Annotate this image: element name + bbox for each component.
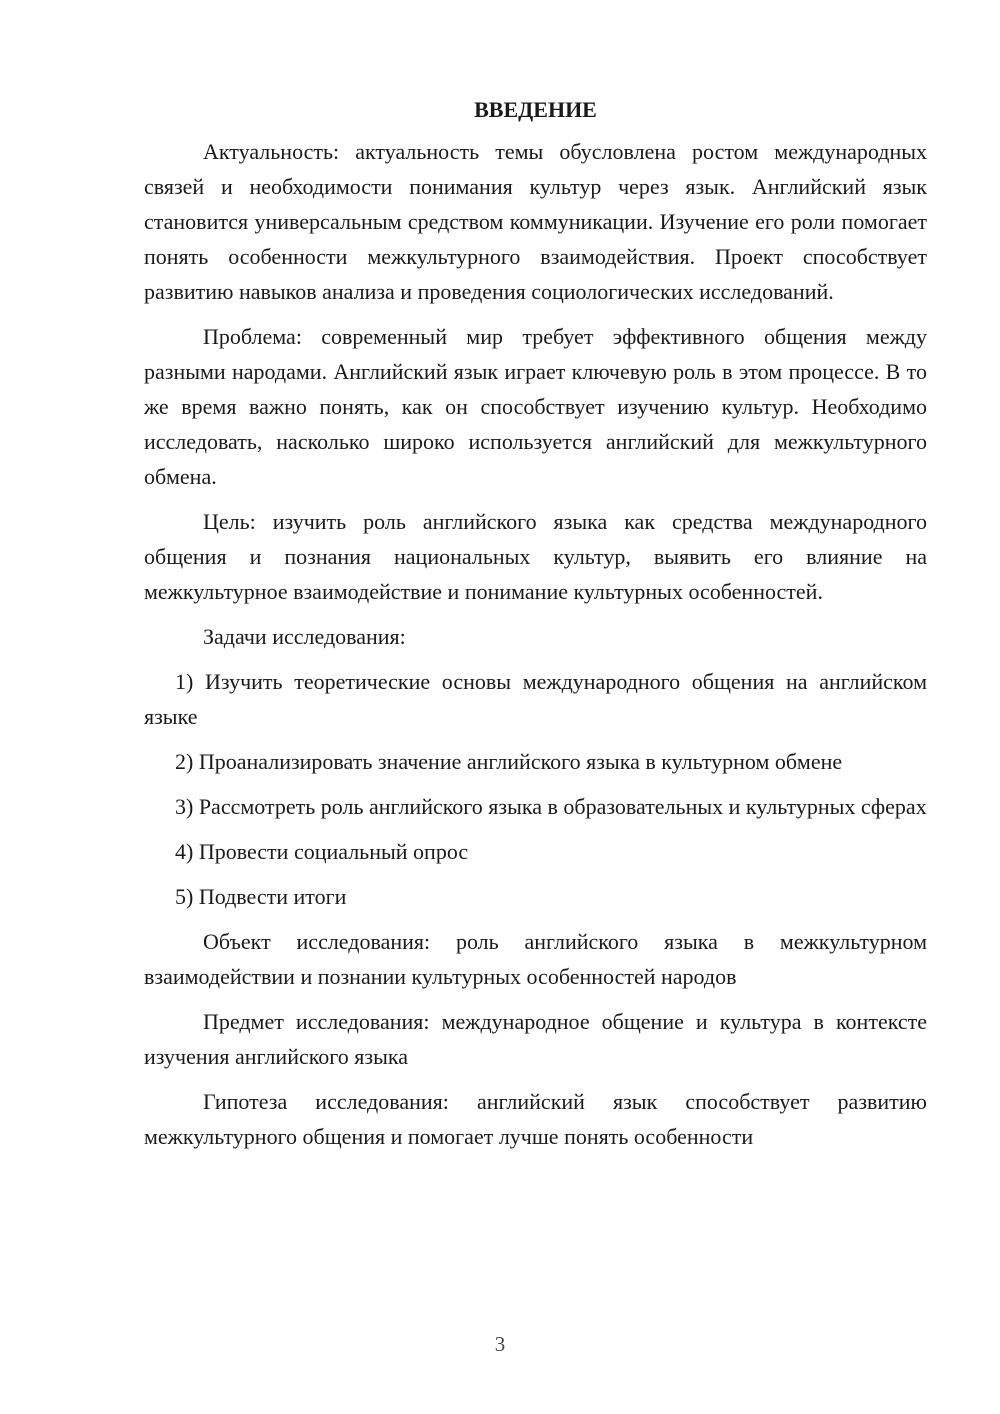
task-item: 2) Проанализировать значение английского языка в культурном обмене bbox=[175, 749, 843, 774]
tasks-title: Задачи исследования: bbox=[203, 624, 406, 649]
task-item: 1) Изучить теоретические основы международного общения на английском языке bbox=[144, 669, 927, 729]
goal-paragraph: Цель: изучить роль английского языка как средства международного общения и познания национальных культур, выявить его влияние на межкультурное взаимодействие и понимание культурных особенностей. bbox=[144, 509, 927, 604]
problem-paragraph: Проблема: современный мир требует эффективного общения между разными народами. Английский язык играет ключевую роль в этом процессе. В то же время важно понять, как он способствует изучению культур. Необходимо исследовать, насколько широко используется английский для межкультурного обмена. bbox=[144, 324, 927, 489]
tasks-list bbox=[144, 664, 927, 914]
document-page bbox=[144, 92, 927, 1164]
task-item: 4) Провести социальный опрос bbox=[175, 839, 469, 864]
object-paragraph: Объект исследования: роль английского языка в межкультурном взаимодействии и познании культурных особенностей народов bbox=[144, 929, 927, 989]
subject-paragraph: Предмет исследования: международное общение и культура в контексте изучения английского языка bbox=[144, 1009, 927, 1069]
task-item: 3) Рассмотреть роль английского языка в образовательных и культурных сферах bbox=[175, 794, 927, 819]
task-item: 5) Подвести итоги bbox=[175, 884, 347, 909]
relevance-paragraph: Актуальность: актуальность темы обусловлена ростом международных связей и необходимости понимания культур через язык. Английский язык становится универсальным средством коммуникации. Изучение его роли помогает понять особенности межкультурного взаимодействия. Проект способствует развитию навыков анализа и проведения социологических исследований. bbox=[144, 139, 927, 304]
page-number: 3 bbox=[494, 1332, 506, 1356]
section-heading: ВВЕДЕНИЕ bbox=[474, 97, 597, 122]
hypothesis-paragraph: Гипотеза исследования: английский язык способствует развитию межкультурного общения и помогает лучше понять особенности bbox=[144, 1089, 927, 1149]
